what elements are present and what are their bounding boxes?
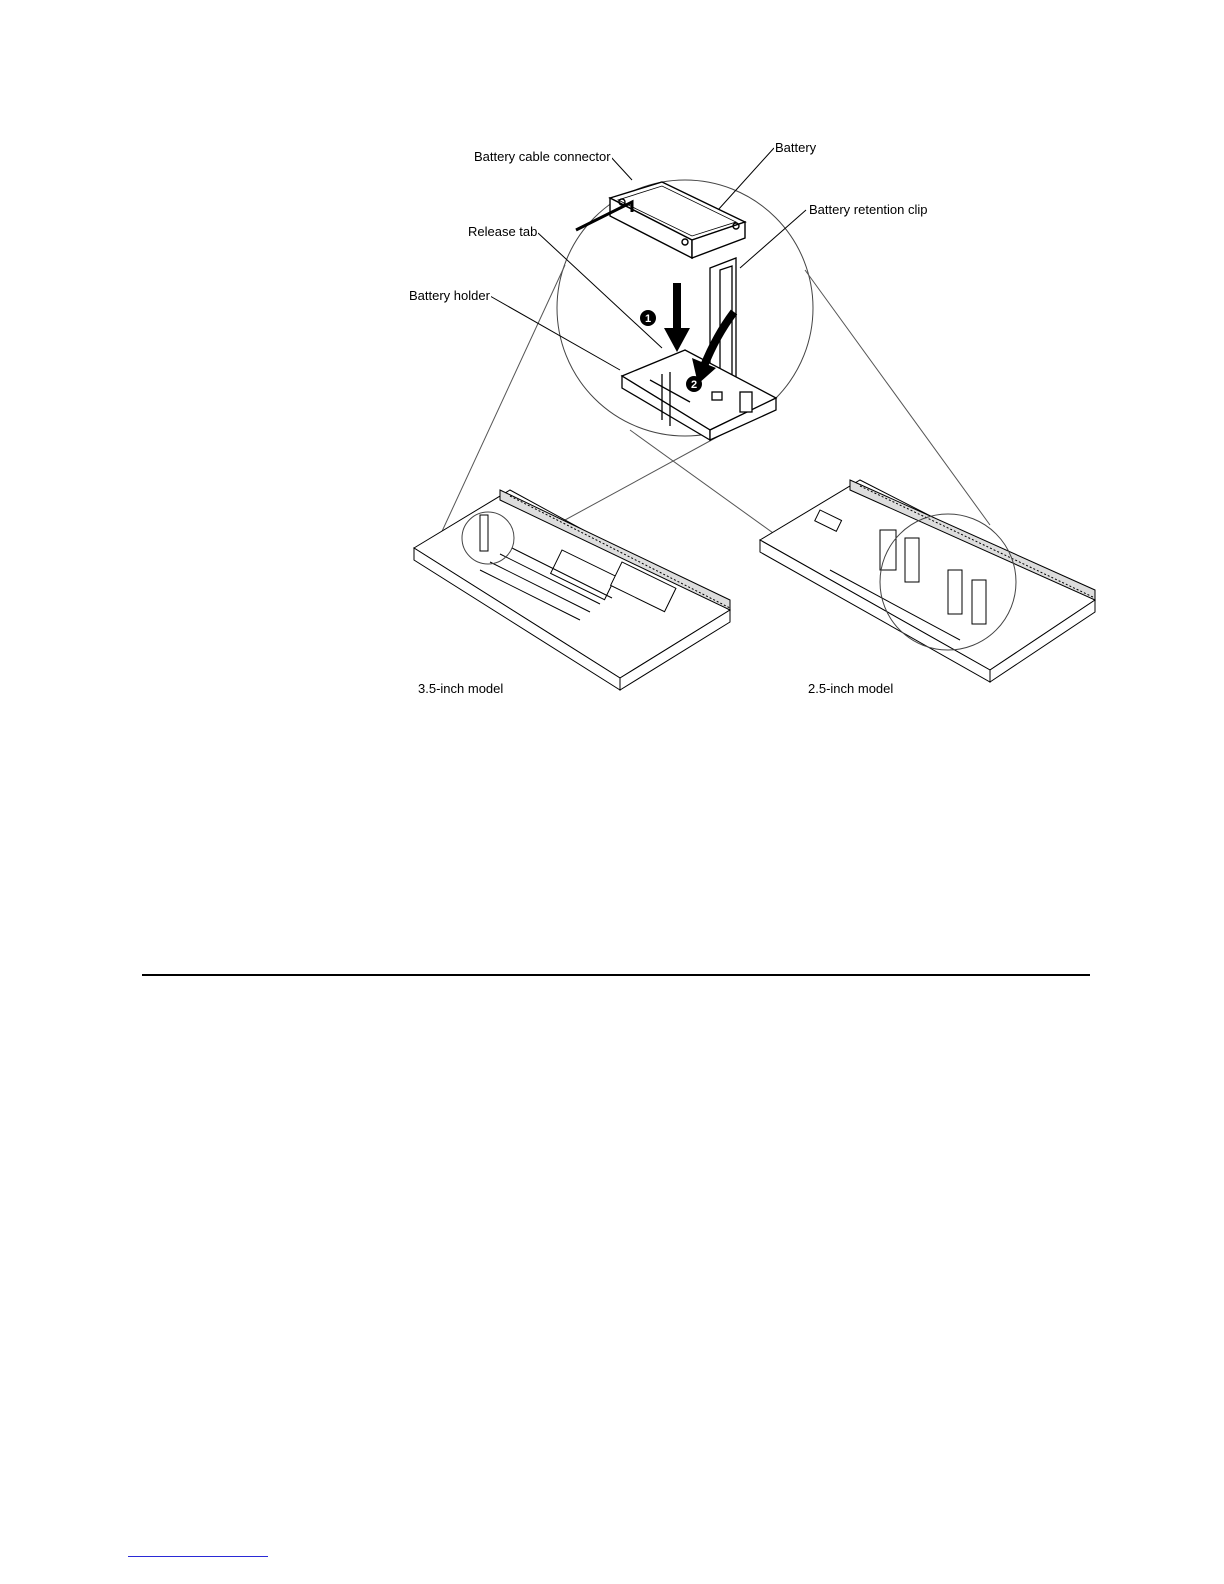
battery-shape <box>610 182 745 258</box>
leader-line <box>740 210 806 268</box>
leader-line <box>538 233 662 348</box>
callout-battery-holder: Battery holder <box>409 288 490 303</box>
projection-line <box>805 270 990 525</box>
callout-battery-retention-clip: Battery retention clip <box>809 202 928 217</box>
battery-installation-figure <box>400 130 1100 700</box>
chassis-35-shape <box>414 490 730 690</box>
footer-link-underline[interactable] <box>128 1556 268 1557</box>
leader-line <box>490 296 620 370</box>
figure-drawing <box>400 130 1100 700</box>
caption-2-5-inch-model: 2.5-inch model <box>808 681 894 696</box>
callout-battery: Battery <box>775 140 817 155</box>
callout-release-tab: Release tab <box>468 224 538 239</box>
section-divider <box>142 974 1090 976</box>
caption-3-5-inch-model: 3.5-inch model <box>418 681 504 696</box>
step-1-arrow <box>664 283 690 352</box>
leader-line <box>610 156 632 180</box>
chassis-25-shape <box>760 480 1095 682</box>
step-1-number: 1 <box>644 313 652 325</box>
leader-line <box>718 148 774 210</box>
callout-battery-cable-connector: Battery cable connector <box>474 149 611 164</box>
step-2-number: 2 <box>690 379 698 391</box>
